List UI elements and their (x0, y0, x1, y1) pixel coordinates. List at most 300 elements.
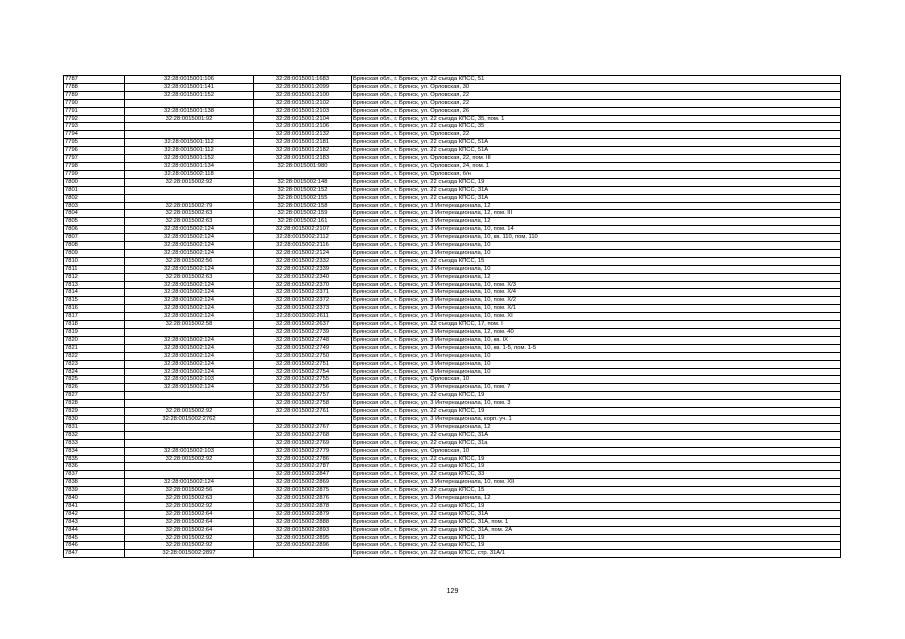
table-row (64, 376, 841, 384)
object-number-cell: 32:28:0015001:2104 (254, 115, 352, 123)
address-cell: Брянская обл., г. Брянск, ул. 3 Интернационала, 10, пом. 3 (352, 400, 841, 408)
row-number-cell: 7829 (64, 408, 125, 416)
table-row (64, 336, 841, 344)
land-parcel-number-cell: 32:28:0015002:2762 (125, 415, 254, 423)
object-number-cell: 32:28:0015002:155 (254, 194, 352, 202)
address-cell: Брянская обл., г. Брянск, ул. 22 съезда КПСС, 31А (352, 510, 841, 518)
object-number-cell: 32:28:0015002:2779 (254, 447, 352, 455)
land-parcel-number-cell: 32:28:0015002:124 (125, 368, 254, 376)
land-parcel-number-cell: 32:28:0015001:112 (125, 139, 254, 147)
object-number-cell: 32:28:0015002:2116 (254, 242, 352, 250)
address-cell: Брянская обл., г. Брянск, ул. 3 Интернационала, 12 (352, 218, 841, 226)
table-row (64, 91, 841, 99)
address-cell: Брянская обл., г. Брянск, ул. 3 Интернационала, 10, пом. Х/4 (352, 289, 841, 297)
row-number-cell: 7815 (64, 297, 125, 305)
address-cell: Брянская обл., г. Брянск, ул. 3 Интернационала, 10, пом. Х/2 (352, 297, 841, 305)
land-parcel-number-cell: 32:28:0015002:118 (125, 170, 254, 178)
address-cell: Брянская обл., г. Брянск, ул. 3 Интернационала, корп. уч. 1 (352, 415, 841, 423)
row-number-cell: 7792 (64, 115, 125, 123)
address-cell: Брянская обл., г. Брянск, ул. 3 Интернационала, 10 (352, 352, 841, 360)
row-number-cell: 7823 (64, 360, 125, 368)
table-row (64, 344, 841, 352)
table-row (64, 360, 841, 368)
object-number-cell (254, 170, 352, 178)
object-number-cell: 32:28:0015001:2099 (254, 83, 352, 91)
address-cell: Брянская обл., г. Брянск, ул. Орловская, 22, пом. III (352, 155, 841, 163)
address-cell: Брянская обл., г. Брянск, ул. 22 съезда КПСС, 31А (352, 194, 841, 202)
address-cell: Брянская обл., г. Брянск, ул. 22 съезда КПСС, 33 (352, 471, 841, 479)
table-row (64, 502, 841, 510)
row-number-cell: 7828 (64, 400, 125, 408)
land-parcel-number-cell: 32:28:0015002:103 (125, 447, 254, 455)
address-cell: Брянская обл., г. Брянск, ул. 3 Интернационала, 12 (352, 273, 841, 281)
row-number-cell: 7801 (64, 186, 125, 194)
object-number-cell: 32:28:0015001:2181 (254, 139, 352, 147)
object-number-cell: 32:28:0015002:2339 (254, 265, 352, 273)
table-row (64, 123, 841, 131)
land-parcel-number-cell: 32:28:0015001:92 (125, 115, 254, 123)
table-row (64, 447, 841, 455)
land-parcel-number-cell: 32:28:0015002:124 (125, 249, 254, 257)
address-cell: Брянская обл., г. Брянск, ул. 22 съезда КПСС, 19 (352, 463, 841, 471)
row-number-cell: 7802 (64, 194, 125, 202)
address-cell: Брянская обл., г. Брянск, ул. 22 съезда КПСС, 19 (352, 542, 841, 550)
land-parcel-number-cell: 32:28:0015002:2897 (125, 550, 254, 558)
table-row (64, 479, 841, 487)
land-parcel-number-cell: 32:28:0015002:124 (125, 289, 254, 297)
table-row (64, 147, 841, 155)
land-parcel-number-cell: 32:28:0015002:103 (125, 376, 254, 384)
address-cell: Брянская обл., г. Брянск, ул. 22 съезда КПСС, 35, пом. 1 (352, 115, 841, 123)
row-number-cell: 7804 (64, 210, 125, 218)
row-number-cell: 7808 (64, 242, 125, 250)
table-row (64, 526, 841, 534)
address-cell: Брянская обл., г. Брянск, ул. 3 Интернационала, 10 (352, 249, 841, 257)
address-cell: Брянская обл., г. Брянск, ул. 22 съезда КПСС, 19 (352, 455, 841, 463)
object-number-cell: 32:28:0015002:2332 (254, 257, 352, 265)
address-cell: Брянская обл., г. Брянск, ул. Орловская, 30 (352, 83, 841, 91)
row-number-cell: 7832 (64, 431, 125, 439)
table-row (64, 170, 841, 178)
object-number-cell: 32:28:0015002:148 (254, 178, 352, 186)
address-cell: Брянская обл., г. Брянск, ул. 3 Интернационала, 10 (352, 242, 841, 250)
land-parcel-number-cell (125, 471, 254, 479)
object-number-cell: 32:28:0015002:2739 (254, 329, 352, 337)
object-number-cell: 32:28:0015002:152 (254, 186, 352, 194)
table-row (64, 178, 841, 186)
table-row (64, 99, 841, 107)
address-cell: Брянская обл., г. Брянск, ул. 22 съезда КПСС, 19 (352, 502, 841, 510)
row-number-cell: 7793 (64, 123, 125, 131)
address-cell: Брянская обл., г. Брянск, ул. 3 Интернационала, 10 (352, 368, 841, 376)
address-cell: Брянская обл., г. Брянск, ул. 3 Интернационала, 10, кв. 110, пом. 110 (352, 234, 841, 242)
land-parcel-number-cell: 32:28:0015002:124 (125, 305, 254, 313)
address-cell: Брянская обл., г. Брянск, ул. 22 съезда КПСС, 19 (352, 178, 841, 186)
object-number-cell: 32:28:0015001:2100 (254, 91, 352, 99)
table-row (64, 384, 841, 392)
table-row (64, 542, 841, 550)
object-number-cell: 32:28:0015002:161 (254, 218, 352, 226)
row-number-cell: 7800 (64, 178, 125, 186)
row-number-cell: 7798 (64, 162, 125, 170)
land-parcel-number-cell: 32:28:0015002:124 (125, 265, 254, 273)
land-parcel-number-cell: 32:28:0015002:63 (125, 273, 254, 281)
object-number-cell: 32:28:0015002:2879 (254, 510, 352, 518)
row-number-cell: 7790 (64, 99, 125, 107)
table-row (64, 249, 841, 257)
address-cell: Брянская обл., г. Брянск, ул. 3 Интернационала, 10, пом. XI (352, 313, 841, 321)
table-row (64, 218, 841, 226)
land-parcel-number-cell: 32:28:0015002:124 (125, 384, 254, 392)
address-cell: Брянская обл., г. Брянск, ул. 3 Интернационала, 12, пом. 40 (352, 329, 841, 337)
land-parcel-number-cell: 32:28:0015002:124 (125, 242, 254, 250)
table-row (64, 210, 841, 218)
table-row (64, 226, 841, 234)
address-cell: Брянская обл., г. Брянск, ул. 22 съезда КПСС, 19 (352, 534, 841, 542)
row-number-cell: 7812 (64, 273, 125, 281)
table-row (64, 471, 841, 479)
land-parcel-number-cell: 32:28:0015002:92 (125, 408, 254, 416)
table-row (64, 162, 841, 170)
land-parcel-number-cell (125, 194, 254, 202)
object-number-cell: 32:28:0015002:2755 (254, 376, 352, 384)
object-number-cell: 32:28:0015002:2768 (254, 431, 352, 439)
table-row (64, 194, 841, 202)
land-parcel-number-cell (125, 439, 254, 447)
land-parcel-number-cell: 32:28:0015001:152 (125, 91, 254, 99)
row-number-cell: 7841 (64, 502, 125, 510)
object-number-cell: 32:28:0015002:2761 (254, 408, 352, 416)
object-number-cell: 32:28:0015001:980 (254, 162, 352, 170)
object-number-cell: 32:28:0015002:2757 (254, 392, 352, 400)
table-row (64, 321, 841, 329)
land-parcel-number-cell (125, 123, 254, 131)
row-number-cell: 7810 (64, 257, 125, 265)
table-row (64, 487, 841, 495)
address-cell: Брянская обл., г. Брянск, ул. Орловская, 10 (352, 376, 841, 384)
object-number-cell: 32:28:0015001:2106 (254, 123, 352, 131)
table-row (64, 400, 841, 408)
table-row (64, 423, 841, 431)
table-row (64, 76, 841, 84)
address-cell: Брянская обл., г. Брянск, ул. 3 Интернационала, 10, пом. Х/1 (352, 305, 841, 313)
row-number-cell: 7803 (64, 202, 125, 210)
address-cell: Брянская обл., г. Брянск, ул. 22 съезда КПСС, 15 (352, 257, 841, 265)
row-number-cell: 7838 (64, 479, 125, 487)
address-cell: Брянская обл., г. Брянск, ул. 22 съезда КПСС, 51А (352, 139, 841, 147)
table-row (64, 83, 841, 91)
land-parcel-number-cell: 32:28:0015002:63 (125, 495, 254, 503)
object-number-cell: 32:28:0015002:2847 (254, 471, 352, 479)
object-number-cell: 32:28:0015002:2875 (254, 487, 352, 495)
address-cell: Брянская обл., г. Брянск, ул. 22 съезда КПСС, 35 (352, 123, 841, 131)
land-parcel-number-cell: 32:28:0015002:124 (125, 313, 254, 321)
row-number-cell: 7824 (64, 368, 125, 376)
land-parcel-number-cell: 32:28:0015001:138 (125, 107, 254, 115)
land-parcel-number-cell: 32:28:0015002:92 (125, 178, 254, 186)
object-number-cell: 32:28:0015002:2869 (254, 479, 352, 487)
row-number-cell: 7817 (64, 313, 125, 321)
object-number-cell: 32:28:0015002:2767 (254, 423, 352, 431)
table-row (64, 313, 841, 321)
land-parcel-number-cell: 32:28:0015002:124 (125, 234, 254, 242)
table-row (64, 139, 841, 147)
land-parcel-number-cell: 32:28:0015002:124 (125, 297, 254, 305)
table-row (64, 115, 841, 123)
land-parcel-number-cell: 32:28:0015001:134 (125, 162, 254, 170)
row-number-cell: 7835 (64, 455, 125, 463)
object-number-cell: 32:28:0015002:2749 (254, 344, 352, 352)
table-row (64, 234, 841, 242)
address-cell: Брянская обл., г. Брянск, ул. 22 съезда КПСС, 31а (352, 439, 841, 447)
object-number-cell: 32:28:0015002:2637 (254, 321, 352, 329)
table-row (64, 281, 841, 289)
object-number-cell: 32:28:0015002:2878 (254, 502, 352, 510)
row-number-cell: 7819 (64, 329, 125, 337)
object-number-cell: 32:28:0015002:2896 (254, 542, 352, 550)
row-number-cell: 7797 (64, 155, 125, 163)
address-cell: Брянская обл., г. Брянск, ул. 3 Интернационала, 10 (352, 360, 841, 368)
object-number-cell: 32:28:0015002:2895 (254, 534, 352, 542)
address-cell: Брянская обл., г. Брянск, ул. 22 съезда КПСС, 31А, пом. 1 (352, 518, 841, 526)
object-number-cell: 32:28:0015002:2750 (254, 352, 352, 360)
object-number-cell: 32:28:0015002:2786 (254, 455, 352, 463)
table-row (64, 329, 841, 337)
land-parcel-number-cell: 32:28:0015002:124 (125, 479, 254, 487)
row-number-cell: 7827 (64, 392, 125, 400)
address-cell: Брянская обл., г. Брянск, ул. 22 съезда КПСС, 15 (352, 487, 841, 495)
address-cell: Брянская обл., г. Брянск, ул. 3 Интернационала, 12 (352, 423, 841, 431)
land-parcel-number-cell: 32:28:0015002:58 (125, 321, 254, 329)
table-row (64, 131, 841, 139)
land-parcel-number-cell (125, 423, 254, 431)
table-row (64, 518, 841, 526)
address-cell: Брянская обл., г. Брянск, ул. Орловская, 10 (352, 447, 841, 455)
row-number-cell: 7825 (64, 376, 125, 384)
object-number-cell: 32:28:0015001:2182 (254, 147, 352, 155)
row-number-cell: 7821 (64, 344, 125, 352)
object-number-cell (254, 415, 352, 423)
land-parcel-number-cell (125, 131, 254, 139)
address-cell: Брянская обл., г. Брянск, ул. 3 Интернационала, 10, кв. 1-5, пом. 1-5 (352, 344, 841, 352)
land-parcel-number-cell: 32:28:0015001:106 (125, 76, 254, 84)
table-row (64, 305, 841, 313)
row-number-cell: 7811 (64, 265, 125, 273)
row-number-cell: 7813 (64, 281, 125, 289)
land-parcel-number-cell (125, 99, 254, 107)
row-number-cell: 7847 (64, 550, 125, 558)
object-number-cell: 32:28:0015002:2372 (254, 297, 352, 305)
address-cell: Брянская обл., г. Брянск, ул. 22 съезда КПСС, стр. 31А/1 (352, 550, 841, 558)
row-number-cell: 7826 (64, 384, 125, 392)
row-number-cell: 7794 (64, 131, 125, 139)
land-parcel-number-cell: 32:28:0015002:92 (125, 534, 254, 542)
address-cell: Брянская обл., г. Брянск, ул. 22 съезда КПСС, 31А (352, 186, 841, 194)
object-number-cell: 32:28:0015002:2611 (254, 313, 352, 321)
table-row (64, 431, 841, 439)
address-cell: Брянская обл., г. Брянск, ул. Орловская, б/н (352, 170, 841, 178)
table-row (64, 463, 841, 471)
address-cell: Брянская обл., г. Брянск, ул. 22 съезда КПСС, 31А, пом. 2А (352, 526, 841, 534)
row-number-cell: 7845 (64, 534, 125, 542)
object-number-cell: 32:28:0015002:2787 (254, 463, 352, 471)
table-row (64, 107, 841, 115)
table-row (64, 368, 841, 376)
address-cell: Брянская обл., г. Брянск, ул. Орловская, 22 (352, 91, 841, 99)
object-number-cell: 32:28:0015002:158 (254, 202, 352, 210)
row-number-cell: 7830 (64, 415, 125, 423)
row-number-cell: 7795 (64, 139, 125, 147)
object-number-cell: 32:28:0015002:2373 (254, 305, 352, 313)
address-cell: Брянская обл., г. Брянск, ул. 3 Интернационала, 10 (352, 265, 841, 273)
address-cell: Брянская обл., г. Брянск, ул. 3 Интернационала, 12, пом. III (352, 210, 841, 218)
row-number-cell: 7818 (64, 321, 125, 329)
object-number-cell: 32:28:0015001:2132 (254, 131, 352, 139)
table-row (64, 155, 841, 163)
object-number-cell: 32:28:0015002:2758 (254, 400, 352, 408)
row-number-cell: 7809 (64, 249, 125, 257)
object-number-cell: 32:28:0015002:2893 (254, 526, 352, 534)
land-parcel-number-cell (125, 186, 254, 194)
object-number-cell: 32:28:0015001:2103 (254, 107, 352, 115)
object-number-cell: 32:28:0015002:2754 (254, 368, 352, 376)
object-number-cell: 32:28:0015002:2751 (254, 360, 352, 368)
row-number-cell: 7799 (64, 170, 125, 178)
table-row (64, 392, 841, 400)
table-row (64, 455, 841, 463)
address-cell: Брянская обл., г. Брянск, ул. Орловская, 22 (352, 99, 841, 107)
land-parcel-number-cell: 32:28:0015002:124 (125, 281, 254, 289)
row-number-cell: 7834 (64, 447, 125, 455)
address-cell: Брянская обл., г. Брянск, ул. 3 Интернационала, 12 (352, 495, 841, 503)
row-number-cell: 7843 (64, 518, 125, 526)
land-parcel-number-cell: 32:28:0015002:124 (125, 360, 254, 368)
row-number-cell: 7805 (64, 218, 125, 226)
row-number-cell: 7837 (64, 471, 125, 479)
row-number-cell: 7820 (64, 336, 125, 344)
row-number-cell: 7787 (64, 76, 125, 84)
address-cell: Брянская обл., г. Брянск, ул. 3 Интернационала, 10, пом. Х/3 (352, 281, 841, 289)
row-number-cell: 7844 (64, 526, 125, 534)
address-cell: Брянская обл., г. Брянск, ул. Орловская, 26 (352, 107, 841, 115)
table-row (64, 408, 841, 416)
table-row (64, 415, 841, 423)
cadastral-table (63, 75, 841, 558)
object-number-cell: 32:28:0015002:2769 (254, 439, 352, 447)
table-row (64, 439, 841, 447)
land-parcel-number-cell (125, 400, 254, 408)
address-cell: Брянская обл., г. Брянск, ул. 3 Интернационала, 10, кв. IX (352, 336, 841, 344)
land-parcel-number-cell: 32:28:0015002:124 (125, 336, 254, 344)
land-parcel-number-cell: 32:28:0015002:124 (125, 226, 254, 234)
row-number-cell: 7789 (64, 91, 125, 99)
object-number-cell: 32:28:0015002:2107 (254, 226, 352, 234)
address-cell: Брянская обл., г. Брянск, ул. 22 съезда КПСС, 19 (352, 392, 841, 400)
row-number-cell: 7846 (64, 542, 125, 550)
land-parcel-number-cell (125, 329, 254, 337)
address-cell: Брянская обл., г. Брянск, ул. Орловская, 24, пом. 1 (352, 162, 841, 170)
land-parcel-number-cell: 32:28:0015002:63 (125, 218, 254, 226)
row-number-cell: 7836 (64, 463, 125, 471)
row-number-cell: 7807 (64, 234, 125, 242)
table-body (64, 76, 841, 558)
object-number-cell: 32:28:0015002:2756 (254, 384, 352, 392)
table-row (64, 289, 841, 297)
table-row (64, 534, 841, 542)
object-number-cell: 32:28:0015002:2340 (254, 273, 352, 281)
row-number-cell: 7806 (64, 226, 125, 234)
row-number-cell: 7833 (64, 439, 125, 447)
row-number-cell: 7842 (64, 510, 125, 518)
address-cell: Брянская обл., г. Брянск, ул. 22 съезда КПСС, 31А (352, 431, 841, 439)
object-number-cell: 32:28:0015002:2370 (254, 281, 352, 289)
land-parcel-number-cell: 32:28:0015002:56 (125, 257, 254, 265)
table-row (64, 242, 841, 250)
object-number-cell: 32:28:0015002:2371 (254, 289, 352, 297)
land-parcel-number-cell: 32:28:0015002:64 (125, 518, 254, 526)
page-number: 129 (446, 588, 459, 595)
land-parcel-number-cell: 32:28:0015002:64 (125, 510, 254, 518)
land-parcel-number-cell: 32:28:0015002:92 (125, 502, 254, 510)
address-cell: Брянская обл., г. Брянск, ул. 3 Интернационала, 10, пом. XII (352, 479, 841, 487)
object-number-cell: 32:28:0015001:2183 (254, 155, 352, 163)
object-number-cell: 32:28:0015002:2888 (254, 518, 352, 526)
object-number-cell: 32:28:0015001:2102 (254, 99, 352, 107)
object-number-cell: 32:28:0015001:1683 (254, 76, 352, 84)
land-parcel-number-cell (125, 392, 254, 400)
row-number-cell: 7822 (64, 352, 125, 360)
land-parcel-number-cell: 32:28:0015002:92 (125, 542, 254, 550)
object-number-cell: 32:28:0015002:2112 (254, 234, 352, 242)
land-parcel-number-cell: 32:28:0015001:141 (125, 83, 254, 91)
table-row (64, 257, 841, 265)
land-parcel-number-cell: 32:28:0015002:56 (125, 487, 254, 495)
address-cell: Брянская обл., г. Брянск, ул. 22 съезда КПСС, 17, пом. I (352, 321, 841, 329)
land-parcel-number-cell: 32:28:0015002:63 (125, 210, 254, 218)
row-number-cell: 7816 (64, 305, 125, 313)
address-cell: Брянская обл., г. Брянск, ул. 22 съезда КПСС, 51 (352, 76, 841, 84)
land-parcel-number-cell (125, 463, 254, 471)
table-row (64, 186, 841, 194)
address-cell: Брянская обл., г. Брянск, ул. 3 Интернационала, 12 (352, 202, 841, 210)
row-number-cell: 7814 (64, 289, 125, 297)
land-parcel-number-cell: 32:28:0015002:124 (125, 352, 254, 360)
object-number-cell (254, 550, 352, 558)
object-number-cell: 32:28:0015002:2748 (254, 336, 352, 344)
row-number-cell: 7791 (64, 107, 125, 115)
land-parcel-number-cell: 32:28:0015002:92 (125, 455, 254, 463)
row-number-cell: 7796 (64, 147, 125, 155)
land-parcel-number-cell: 32:28:0015002:79 (125, 202, 254, 210)
row-number-cell: 7840 (64, 495, 125, 503)
table-row (64, 265, 841, 273)
table-row (64, 550, 841, 558)
address-cell: Брянская обл., г. Брянск, ул. 3 Интернационала, 10, пом. 7 (352, 384, 841, 392)
row-number-cell: 7831 (64, 423, 125, 431)
table-row (64, 510, 841, 518)
table-row (64, 352, 841, 360)
land-parcel-number-cell: 32:28:0015002:64 (125, 526, 254, 534)
table-row (64, 202, 841, 210)
address-cell: Брянская обл., г. Брянск, ул. 22 съезда КПСС, 51А (352, 147, 841, 155)
table-row (64, 297, 841, 305)
land-parcel-number-cell (125, 431, 254, 439)
row-number-cell: 7839 (64, 487, 125, 495)
object-number-cell: 32:28:0015002:2876 (254, 495, 352, 503)
row-number-cell: 7788 (64, 83, 125, 91)
land-parcel-number-cell: 32:28:0015002:124 (125, 344, 254, 352)
address-cell: Брянская обл., г. Брянск, ул. 3 Интернационала, 10, пом. 14 (352, 226, 841, 234)
